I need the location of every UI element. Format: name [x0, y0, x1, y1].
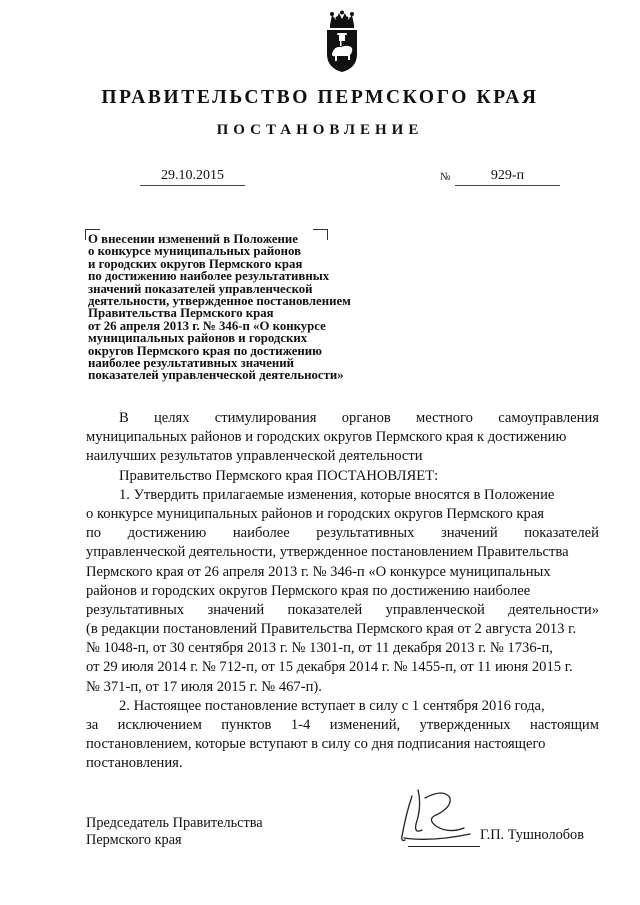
- signer-position-line: Председатель Правительства: [86, 815, 263, 831]
- subject-line: О внесении изменений в Положение: [88, 232, 298, 246]
- government-title: ПРАВИТЕЛЬСТВО ПЕРМСКОГО КРАЯ: [101, 87, 539, 108]
- paragraph-resolution: Правительство Пермского края ПОСТАНОВЛЯЕТ:: [119, 467, 439, 484]
- handwritten-signature: [392, 784, 492, 854]
- item-1-line: результативных значений показателей управленческой деятельности»: [86, 601, 599, 618]
- item-1-line: от 29 июля 2014 г. № 712-п, от 15 декабря 2014 г. № 1455-п, от 11 июня 2015 г.: [86, 659, 573, 676]
- subject-line: муниципальных районов и городских: [88, 331, 308, 346]
- item-1-line: № 1048-п, от 30 сентября 2013 г. № 1301-п, от 11 декабря 2013 г. № 1736-п,: [86, 640, 553, 657]
- subject-line: наиболее результативных значений: [88, 356, 295, 371]
- number-field: [455, 167, 560, 186]
- subject-line: округов Пермского края по достижению: [88, 343, 322, 358]
- paragraph-purpose-line: наилучших результатов управленческой деятельности: [86, 448, 423, 465]
- signer-position: [86, 815, 263, 848]
- paragraph-purpose-line: муниципальных районов и городских округов Пермского края к достижению: [86, 429, 567, 446]
- item-2-line: постановлением, которые вступают в силу со дня подписания настоящего: [86, 736, 546, 753]
- signer-position-line: Пермского края: [86, 831, 182, 848]
- subject-line: Правительства Пермского края: [88, 306, 274, 321]
- item-2-line: 2. Настоящее постановление вступает в силу с 1 сентября 2016 года,: [119, 697, 545, 714]
- subject-line: по достижению наиболее результативных: [88, 269, 330, 284]
- subject-line: и городских округов Пермского края: [88, 256, 303, 271]
- date-value: 29.10.2015: [161, 168, 224, 183]
- item-2-line: постановления.: [86, 755, 183, 772]
- item-1-line: № 371-п, от 17 июля 2015 г. № 467-п).: [86, 678, 322, 695]
- signature-line: [408, 846, 480, 847]
- item-1-line: по достижению наиболее результативных значений показателей: [86, 525, 599, 542]
- item-1-line: районов и городских округов Пермского края по достижению наиболее: [86, 582, 531, 599]
- signer-name: Г.П. Тушнолобов: [480, 827, 584, 843]
- item-2-line: за исключением пунктов 1-4 изменений, утвержденных настоящим: [86, 717, 599, 733]
- item-1-line: Пермского края от 26 апреля 2013 г. № 346-п «О конкурсе муниципальных: [86, 563, 551, 580]
- subject-line: от 26 апреля 2013 г. № 346-п «О конкурсе: [88, 318, 326, 333]
- date-field: [140, 167, 245, 186]
- subject-heading: [88, 233, 418, 382]
- perm-krai-coat-of-arms-icon: [323, 10, 361, 74]
- subject-line: о конкурсе муниципальных районов: [88, 244, 302, 259]
- subject-line: значений показателей управленческой: [88, 281, 313, 296]
- document-type: ПОСТАНОВЛЕНИЕ: [216, 122, 424, 138]
- document-body: [86, 409, 599, 774]
- subject-line: деятельности, утвержденное постановлением: [88, 294, 351, 309]
- number-value: 929-п: [490, 168, 525, 183]
- number-sign: №: [440, 171, 451, 183]
- item-1-line: 1. Утвердить прилагаемые изменения, которые вносятся в Положение: [119, 486, 555, 503]
- paragraph-purpose-line: В целях стимулирования органов местного самоуправления: [119, 410, 599, 426]
- item-1-line: (в редакции постановлений Правительства Пермского края от 2 августа 2013 г.: [86, 621, 577, 638]
- subject-line: показателей управленческой деятельности»: [88, 368, 344, 383]
- item-1-line: о конкурсе муниципальных районов и городских округов Пермского края: [86, 505, 545, 522]
- item-1-line: управленческой деятельности, утвержденное постановлением Правительства: [86, 544, 569, 561]
